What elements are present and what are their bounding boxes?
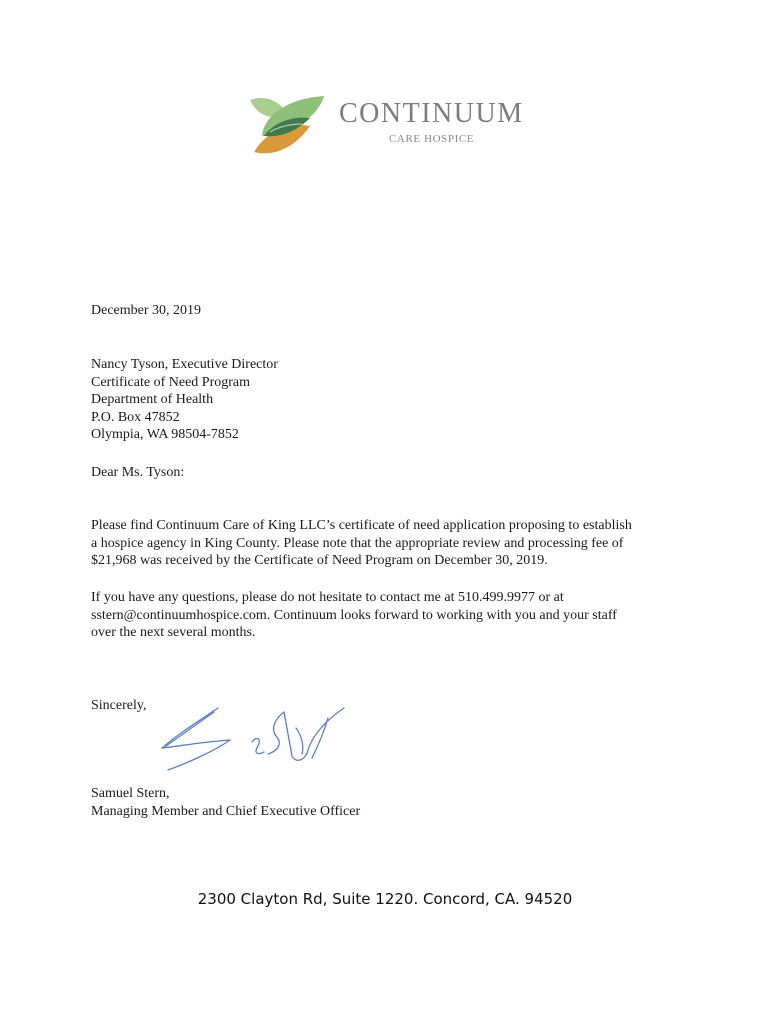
recipient-line: Certificate of Need Program	[91, 374, 250, 390]
paragraph-line: Please find Continuum Care of King LLC’s certificate of need application proposing to establish	[91, 518, 632, 533]
signer-name: Samuel Stern,	[91, 786, 170, 801]
recipient-line: Department of Health	[91, 392, 214, 407]
recipient-address	[91, 356, 278, 444]
paragraph-line: sstern@continuumhospice.com. Continuum looks forward to working with you and your staff	[91, 607, 617, 623]
body-paragraph-1	[91, 517, 632, 570]
logo-tagline: CARE HOSPICE	[389, 133, 475, 145]
logo-wordmark: CONTINUUM	[339, 98, 524, 129]
paragraph-line: $21,968 was received by the Certificate of Need Program on December 30, 2019.	[91, 553, 548, 568]
paragraph-line: over the next several months.	[91, 625, 256, 640]
recipient-line: Olympia, WA 98504-7852	[91, 427, 239, 442]
signer-title: Managing Member and Chief Executive Officer	[91, 803, 361, 819]
footer-address: 2300 Clayton Rd, Suite 1220. Concord, CA. 94520	[197, 890, 573, 908]
closing: Sincerely,	[91, 698, 147, 713]
body-paragraph-2	[91, 589, 617, 642]
recipient-line: Nancy Tyson, Executive Director	[91, 357, 278, 372]
recipient-line: P.O. Box 47852	[91, 409, 180, 425]
salutation: Dear Ms. Tyson:	[91, 465, 185, 480]
paragraph-line: If you have any questions, please do not hesitate to contact me at 510.499.9977 or at	[91, 590, 564, 605]
handwritten-signature	[156, 702, 356, 774]
paragraph-line: a hospice agency in King County. Please note that the appropriate review and processing fee of	[91, 535, 624, 551]
letter-date: December 30, 2019	[91, 303, 202, 318]
signer-block	[91, 785, 360, 820]
leaf-logo-icon	[248, 92, 328, 160]
company-logo	[248, 92, 528, 162]
